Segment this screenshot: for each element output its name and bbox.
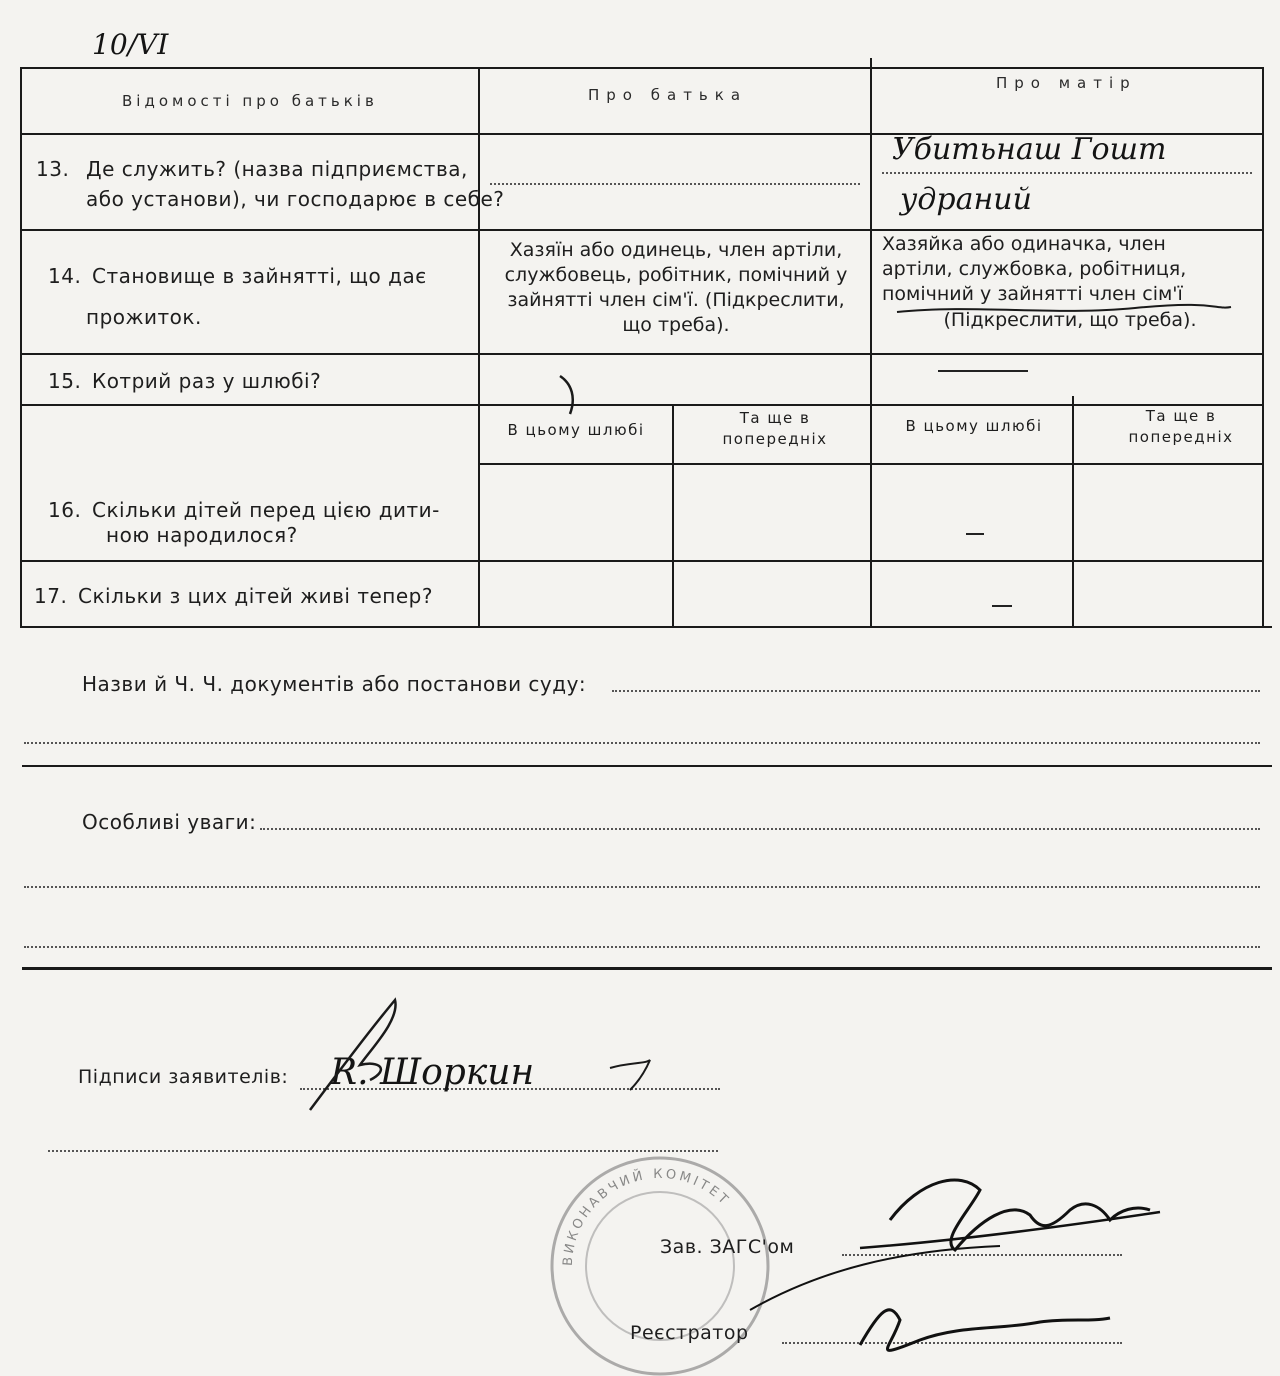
col-divider-mother — [870, 58, 872, 628]
remarks-rule — [22, 967, 1272, 970]
q17-mother-dash — [992, 605, 1012, 607]
q16-father-sub-previous: Та ще в попередніх — [722, 409, 828, 448]
documents-dotted-line-1[interactable] — [612, 690, 1260, 692]
q14-line1: Становище в зайнятті, що дає — [92, 264, 427, 288]
q16-mother-sub-previous: Та ще в попередніх — [1128, 407, 1234, 446]
q14-mother-line1: Хазяйка або одиначка, член — [882, 233, 1166, 255]
head-of-registry-label: Зав. ЗАГС'ом — [660, 1236, 795, 1258]
q16-line1: Скільки дітей перед цією дити- — [92, 498, 440, 522]
margin-note: 10/VI — [92, 28, 169, 61]
applicants-signature-label: Підписи заявителів: — [78, 1066, 289, 1088]
q13-line1: Де служить? (назва підприємства, — [86, 157, 468, 181]
header-mother-column: Про матір — [996, 74, 1137, 92]
father-13-dotted-line — [490, 183, 860, 185]
q16-number: 16. — [48, 498, 82, 522]
q15-mother-dash — [938, 370, 1028, 372]
head-signature-strokes — [740, 1150, 1180, 1376]
q14-mother-line3-underlined: помічний у зайнятті член сім'ї — [882, 283, 1183, 305]
q14-mother-line4: (Підкреслити, що треба). — [943, 309, 1197, 331]
table-right-border — [1262, 67, 1264, 628]
q16-line2: ною народилося? — [106, 523, 298, 547]
q15-stray-mark — [556, 374, 586, 418]
remarks-label: Особливі уваги: — [82, 810, 257, 834]
col-divider-mother-sub — [1072, 396, 1074, 628]
q17-label: Скільки з цих дітей живі тепер? — [78, 584, 433, 608]
q14-line2: прожиток. — [86, 305, 202, 329]
q17-number: 17. — [34, 584, 68, 608]
q15-label: Котрий раз у шлюбі? — [92, 369, 322, 393]
q16-father-sub-current: В цьому шлюбі — [507, 421, 645, 439]
stamp-text: ВИКОНАВЧИЙ КОМІТЕТ — [560, 1166, 733, 1267]
q13-mother-handwriting-1: Убитьнаш Гошт — [892, 132, 1167, 167]
row-line-17 — [20, 560, 1262, 562]
q14-father-options: Хазяїн або одинець, член артіли, службовець, робітник, помічний у зайнятті член сім'ї. (Підкреслити, що треба). — [504, 239, 848, 336]
applicant-signature: R. Шоркин — [330, 1052, 535, 1093]
table-top-border — [20, 67, 1262, 69]
col-divider-father — [478, 67, 480, 628]
row-line-16 — [20, 404, 1262, 406]
remarks-dotted-line-1[interactable] — [260, 828, 1260, 830]
col-divider-father-sub — [672, 404, 674, 628]
documents-rule — [22, 765, 1272, 767]
applicant-signature-strokes — [300, 990, 660, 1120]
q13-line2: або установи), чи господарює в себе? — [86, 187, 505, 211]
q14-number: 14. — [48, 264, 82, 288]
header-info-column: Відомості про батьків — [122, 92, 378, 110]
remarks-dotted-line-2[interactable] — [24, 886, 1260, 888]
q14-mother-line2: артіли, службовка, робітниця, — [882, 258, 1187, 280]
registrar-label: Реєстратор — [630, 1322, 749, 1344]
q15-number: 15. — [48, 369, 82, 393]
row-line-14 — [20, 229, 1262, 231]
q14-mother-underline-mark — [895, 302, 1235, 318]
q16-mother-dash — [966, 533, 984, 535]
table-bottom-border — [20, 626, 1272, 628]
remarks-dotted-line-3[interactable] — [24, 946, 1260, 948]
mother-13-dotted-line — [882, 172, 1252, 174]
documents-label: Назви й Ч. Ч. документів або постанови суду: — [82, 672, 587, 696]
q13-mother-handwriting-2: удраний — [900, 182, 1032, 217]
row-line-15 — [20, 353, 1262, 355]
header-father-column: Про батька — [588, 86, 748, 104]
q13-number: 13. — [36, 157, 70, 181]
row-line-16-sub — [478, 463, 1262, 465]
q16-mother-sub-current: В цьому шлюбі — [905, 417, 1043, 435]
table-left-border — [20, 67, 22, 628]
documents-dotted-line-2[interactable] — [24, 742, 1260, 744]
